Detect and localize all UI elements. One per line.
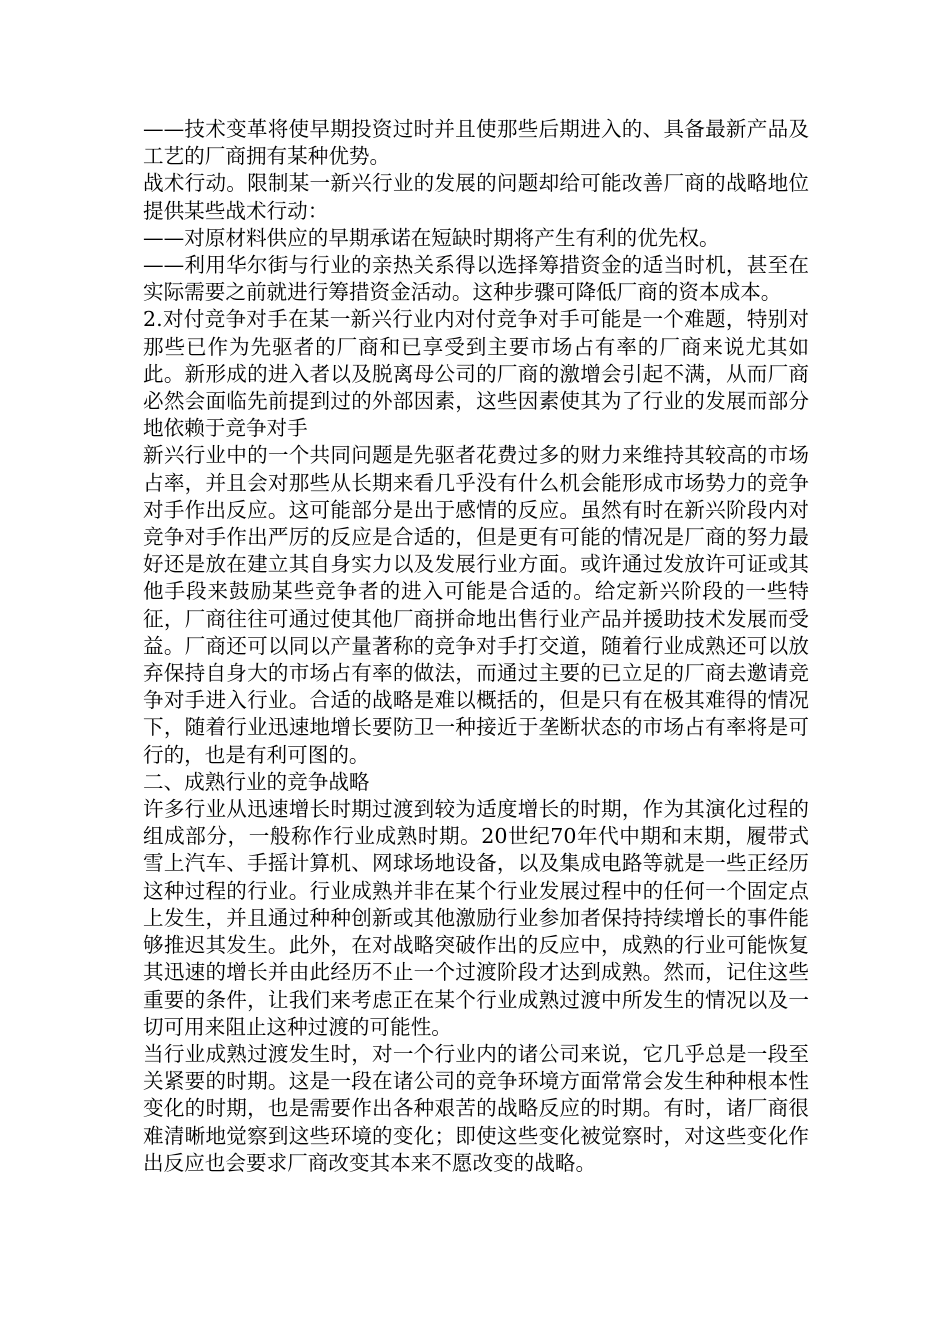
paragraph-critical-period: 当行业成熟过渡发生时，对一个行业内的诸公司来说，它几乎总是一段至关紧要的时期。这是一段在诸公司的竞争环境方面常常会发生种种根本性变化的时期，也是需要作出各种艰苦的战略反应的时期。有时，诸厂商很难清晰地觉察到这些环境的变化；即使这些变化被觉察时，对这些变化作出反应也会要求厂商改变其本来不愿改变的战略。 xyxy=(143,1041,809,1175)
paragraph-tactical-action: 战术行动。限制某一新兴行业的发展的问题却给可能改善厂商的战略地位提供某些战术行动： xyxy=(143,171,809,223)
paragraph-maturity-transition: 许多行业从迅速增长时期过渡到较为适度增长的时期，作为其演化过程的组成部分，一般称作行业成熟时期。20世纪70年代中期和末期，履带式雪上汽车、手摇计算机、网球场地设备，以及集成电路等就是一些正经历这种过程的行业。行业成熟并非在某个行业发展过程中的任何一个固定点上发生，并且通过种种创新或其他激励行业参加者保持持续增长的事件能够推迟其发生。此外，在对战略突破作出的反应中，成熟的行业可能恢复其迅速的增长并由此经历不止一个过渡阶段才达到成熟。然而，记住这些重要的条件，让我们来考虑正在某个行业成熟过渡中所发生的情况以及一切可用来阻止这种过渡的可能性。 xyxy=(143,797,809,1039)
paragraph-raw-material: ——对原材料供应的早期承诺在短缺时期将产生有利的优先权。 xyxy=(143,225,720,250)
paragraph-wall-street: ——利用华尔街与行业的亲热关系得以选择筹措资金的适当时机，甚至在实际需要之前就进行筹措资金活动。这种步骤可降低厂商的资本成本。 xyxy=(143,253,809,305)
paragraph-pioneers: 新兴行业中的一个共同问题是先驱者花费过多的财力来维持其较高的市场占率，并且会对那些从长期来看几乎没有什么机会能形成市场势力的竞争对手作出反应。这可能部分是出于感情的反应。虽然有时在新兴阶段内对竞争对手作出严厉的反应是合适的，但是更有可能的情况是厂商的努力最好还是放在建立其自身实力以及发展行业方面。或许通过发放许可证或其他手段来鼓励某些竞争者的进入可能是合适的。给定新兴阶段的一些特征，厂商往往可通过使其他厂商拼命地出售行业产品并援助技术发展而受益。厂商还可以同以产量著称的竞争对手打交道，随着行业成熟还可以放弃保持自身大的市场占有率的做法，而通过主要的已立足的厂商去邀请竞争对手进入行业。合适的战略是难以概括的，但是只有在极其难得的情况下，随着行业迅速地增长要防卫一种接近于垄断状态的市场占有率将是可行的，也是有利可图的。 xyxy=(143,443,809,767)
document-body xyxy=(143,116,809,1177)
section-heading-mature-industry: 二、成熟行业的竞争战略 xyxy=(143,769,370,794)
paragraph-tech-change: ——技术变革将使早期投资过时并且使那些后期进入的、具备最新产品及工艺的厂商拥有某种优势。 xyxy=(143,117,809,169)
paragraph-competitors: 2.对付竞争对手在某一新兴行业内对付竞争对手可能是一个难题，特别对那些已作为先驱者的厂商和已享受到主要市场占有率的厂商来说尤其如此。新形成的进入者以及脱离母公司的厂商的激增会引起不满，从而厂商必然会面临先前提到过的外部因素，这些因素使其为了行业的发展而部分地依赖于竞争对手 xyxy=(143,307,809,441)
